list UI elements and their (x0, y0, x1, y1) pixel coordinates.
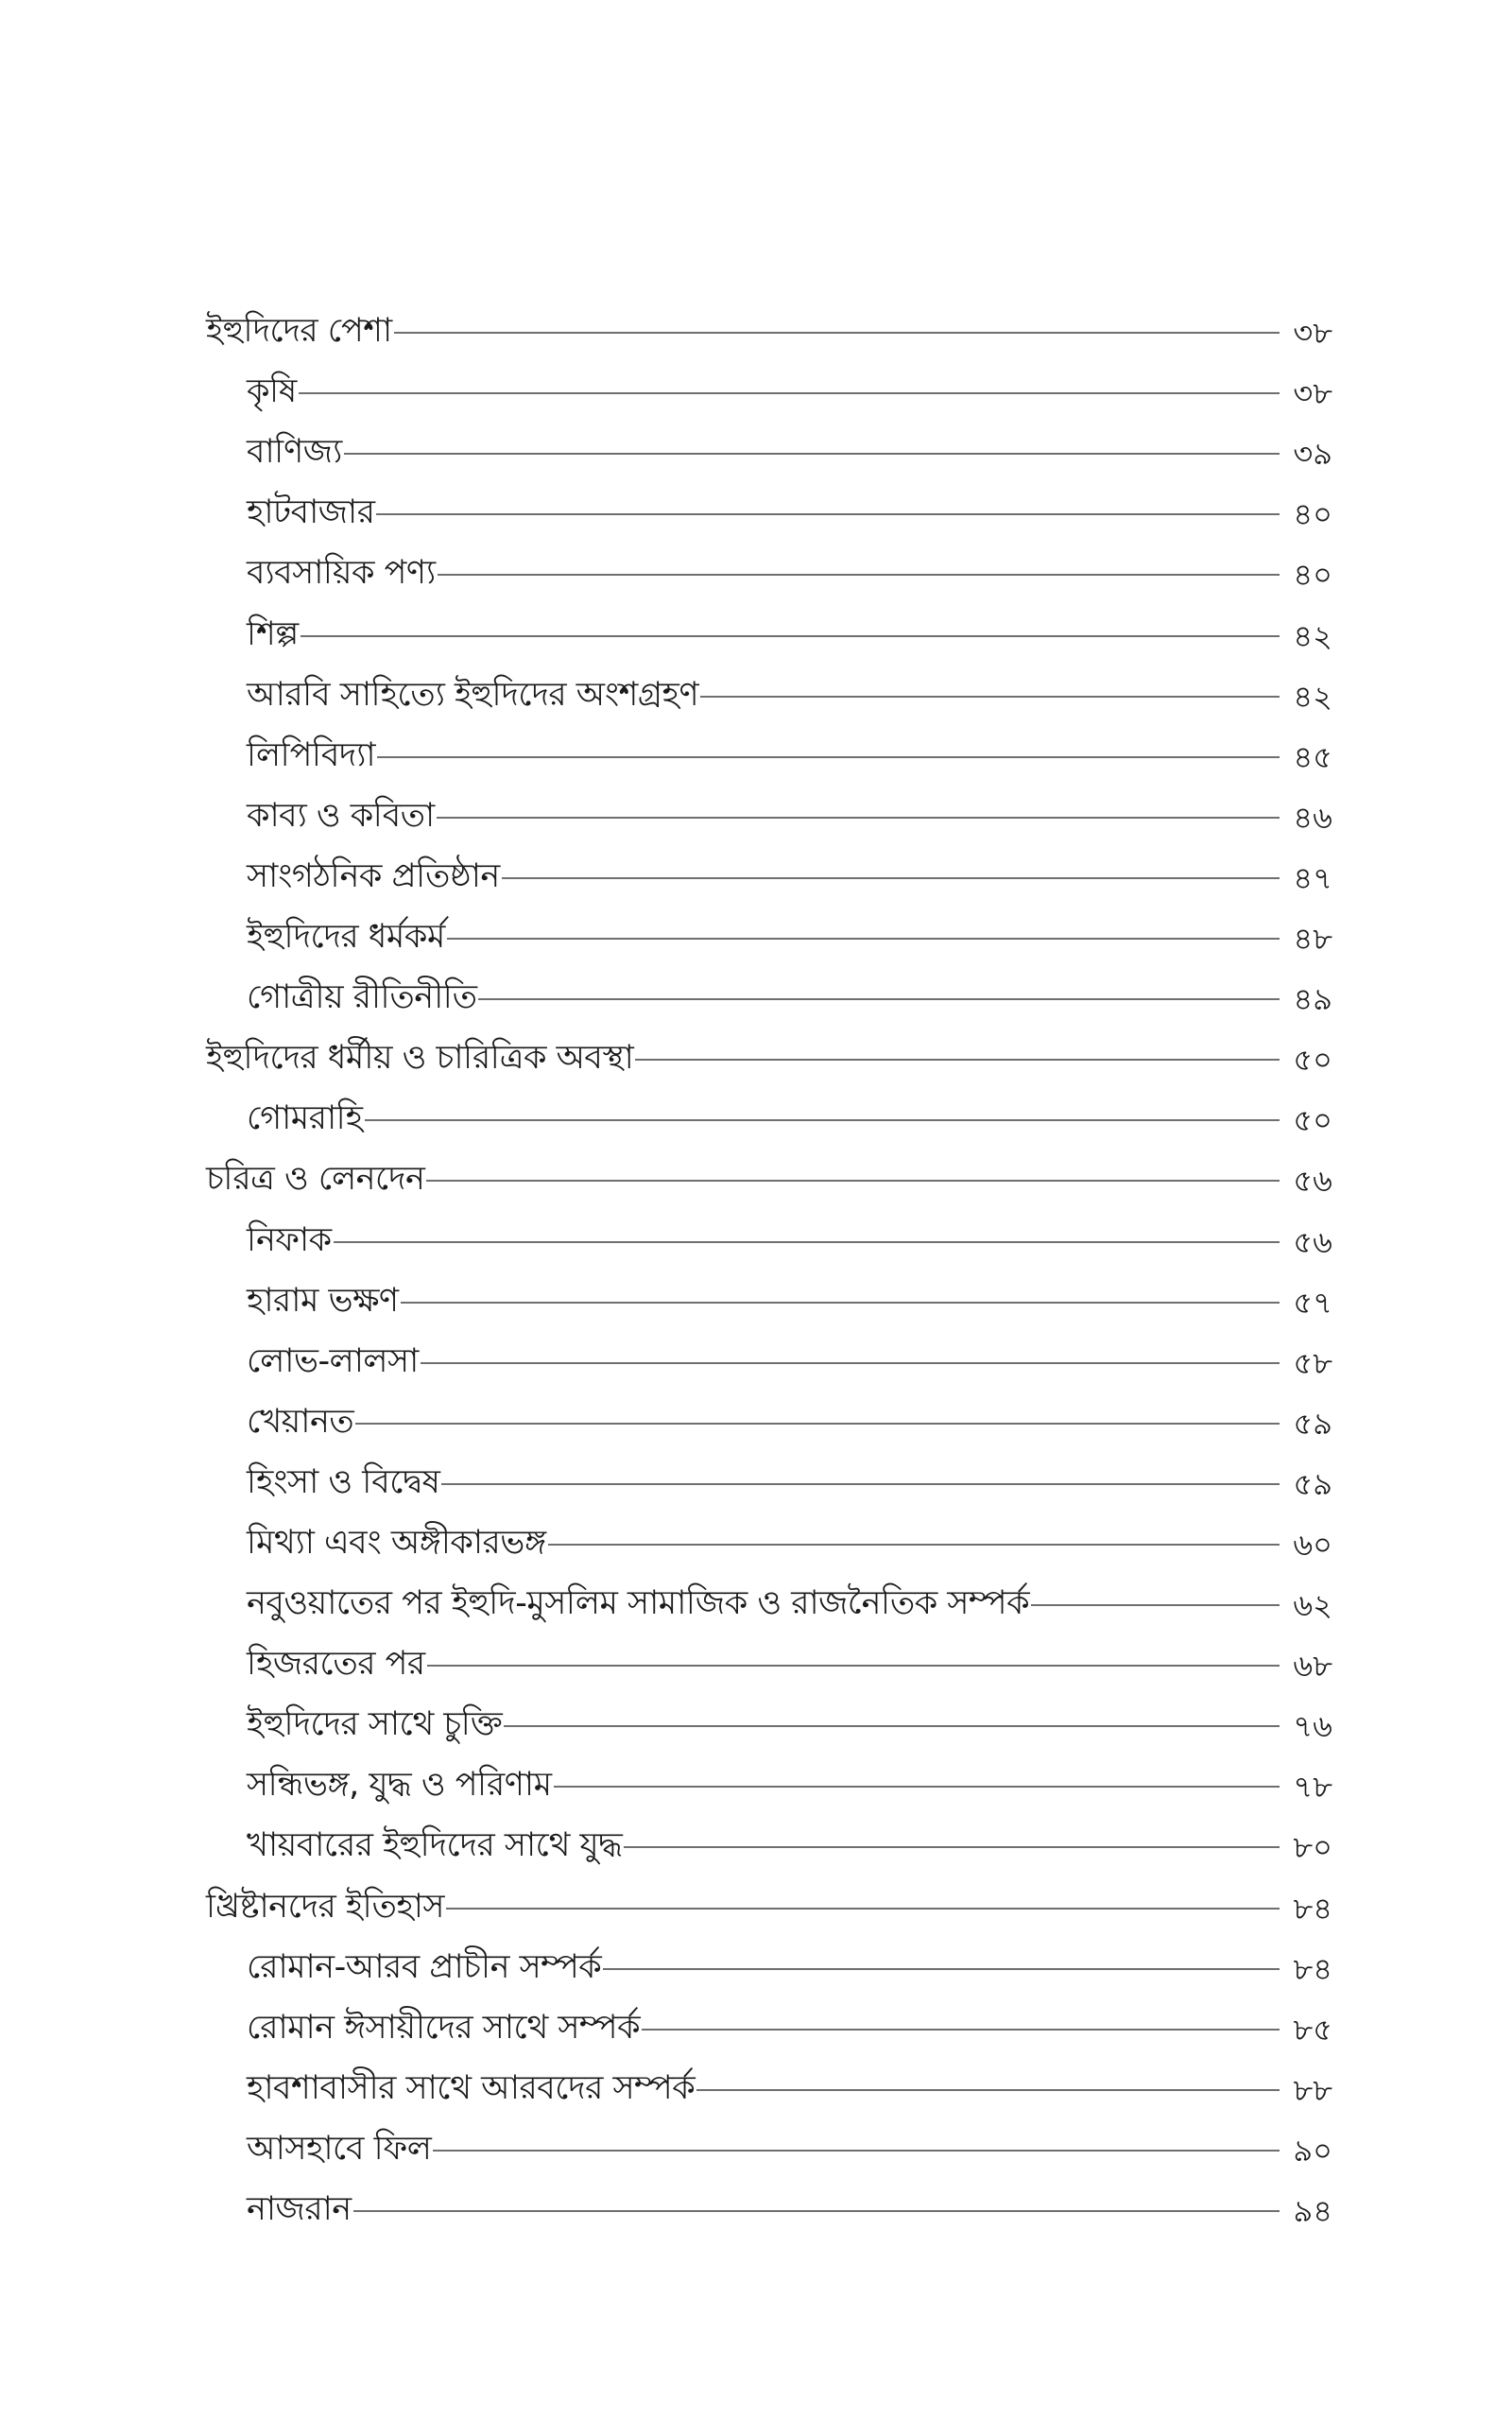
toc-entry-title: কাব্য ও কবিতা (247, 796, 435, 835)
toc-entry (206, 299, 1332, 359)
toc-entry-title: গোমরাহি (247, 1099, 363, 1138)
toc-entry (206, 723, 1332, 784)
toc-entry-title: সাংগঠনিক প্রতিষ্ঠান (247, 856, 500, 895)
toc-entry-title: কৃষি (247, 372, 297, 411)
toc-leader-line (421, 1362, 1280, 1364)
toc-leader-line (700, 696, 1280, 698)
toc-entry-title: শিল্প (247, 614, 299, 653)
toc-entry-page: ৮৪ (1293, 1890, 1332, 1927)
toc-leader-line (624, 1846, 1280, 1848)
toc-leader-line (365, 1119, 1280, 1121)
toc-entry (206, 2056, 1332, 2117)
toc-leader-line (441, 1483, 1280, 1485)
toc-entry (206, 1813, 1332, 1874)
toc-entry-title: ইহুদিদের পেশা (206, 312, 392, 351)
toc-entry (206, 1026, 1332, 1086)
toc-entry (206, 1692, 1332, 1753)
toc-entry-title: হাটবাজার (247, 493, 375, 532)
toc-entry-page: ৬০ (1293, 1526, 1332, 1563)
table-of-contents (206, 299, 1332, 2238)
toc-entry (206, 1996, 1332, 2056)
toc-leader-line (603, 1968, 1280, 1970)
toc-entry-title: বাণিজ্য (247, 433, 342, 472)
toc-leader-line (353, 2210, 1280, 2212)
toc-leader-line (447, 938, 1280, 940)
toc-entry (206, 480, 1332, 541)
toc-entry (206, 601, 1332, 662)
toc-entry (206, 1390, 1332, 1450)
toc-leader-line (376, 513, 1280, 515)
toc-leader-line (427, 1665, 1280, 1667)
toc-entry-page: ৫৬ (1293, 1163, 1332, 1200)
toc-leader-line (554, 1786, 1280, 1788)
toc-leader-line (355, 1423, 1280, 1425)
toc-entry-page: ৩৯ (1293, 436, 1332, 473)
toc-entry-page: ৫০ (1293, 1042, 1332, 1079)
toc-entry-page: ৫৯ (1293, 1405, 1332, 1442)
toc-leader-line (377, 756, 1280, 758)
toc-entry-title: ইহুদিদের সাথে চুক্তি (247, 1705, 503, 1744)
toc-entry-page: ৬২ (1293, 1587, 1332, 1624)
toc-entry-page: ৫৯ (1293, 1465, 1332, 1502)
toc-entry-page: ৫৮ (1293, 1344, 1332, 1381)
toc-entry-title: আরবি সাহিত্যে ইহুদিদের অংশগ্রহণ (247, 675, 699, 714)
toc-entry-page: ৪৫ (1293, 738, 1332, 775)
toc-entry (206, 2177, 1332, 2238)
toc-entry-title: রোমান ঈসায়ীদের সাথে সম্পর্ক (247, 2008, 641, 2047)
toc-entry-page: ৬৮ (1293, 1648, 1332, 1685)
toc-entry (206, 1329, 1332, 1390)
toc-entry-title: নাজরান (247, 2190, 352, 2228)
toc-leader-line (301, 635, 1280, 637)
toc-entry-page: ৯৪ (1293, 2193, 1332, 2229)
toc-leader-line (426, 1180, 1280, 1182)
toc-entry-title: রোমান-আরব প্রাচীন সম্পর্ক (247, 1947, 602, 1986)
toc-entry-page: ৫৬ (1293, 1223, 1332, 1260)
toc-leader-line (548, 1544, 1280, 1546)
toc-entry (206, 2117, 1332, 2177)
toc-entry (206, 1571, 1332, 1632)
toc-entry-title: চরিত্র ও লেনদেন (206, 1160, 425, 1199)
toc-entry-page: ৫০ (1293, 1102, 1332, 1139)
toc-entry-title: ইহুদিদের ধর্মীয় ও চারিত্রিক অবস্থা (206, 1039, 634, 1078)
toc-entry-title: হিংসা ও বিদ্বেষ (247, 1462, 440, 1501)
toc-entry-page: ৪০ (1293, 557, 1332, 594)
toc-entry-title: সন্ধিভঙ্গ, যুদ্ধ ও পরিণাম (247, 1766, 552, 1805)
toc-entry (206, 359, 1332, 420)
toc-entry-page: ৪৭ (1293, 859, 1332, 896)
toc-entry-title: লোভ-লালসা (247, 1341, 419, 1380)
toc-leader-line (334, 1241, 1280, 1243)
toc-entry-page: ৮৫ (1293, 2011, 1332, 2048)
toc-entry (206, 1450, 1332, 1511)
toc-entry (206, 663, 1332, 723)
toc-entry-title: মিথ্যা এবং অঙ্গীকারভঙ্গ (247, 1523, 546, 1562)
toc-leader-line (696, 2089, 1280, 2091)
toc-entry-title: ইহুদিদের ধর্মকর্ম (247, 918, 445, 957)
toc-entry-page: ৮০ (1293, 1829, 1332, 1866)
toc-entry-title: খায়বারের ইহুদিদের সাথে যুদ্ধ (247, 1826, 623, 1865)
toc-entry-page: ৪৯ (1293, 981, 1332, 1018)
toc-entry-title: খ্রিষ্টানদের ইতিহাস (206, 1887, 445, 1926)
toc-entry-page: ৮৪ (1293, 1950, 1332, 1987)
toc-leader-line (437, 817, 1280, 819)
toc-entry-title: হাবশাবাসীর সাথে আরবদের সম্পর্ক (247, 2068, 696, 2107)
toc-entry (206, 1874, 1332, 1934)
toc-leader-line (504, 1725, 1280, 1727)
toc-entry-page: ৪৮ (1293, 921, 1332, 958)
toc-leader-line (401, 1302, 1280, 1304)
toc-entry-title: নিফাক (247, 1220, 332, 1259)
toc-entry (206, 965, 1332, 1026)
toc-entry (206, 1086, 1332, 1147)
toc-leader-line (433, 2150, 1280, 2152)
toc-entry (206, 1632, 1332, 1692)
toc-leader-line (478, 998, 1280, 1000)
toc-leader-line (642, 2029, 1280, 2031)
toc-leader-line (1031, 1604, 1280, 1606)
toc-entry-title: ব্যবসায়িক পণ্য (247, 554, 436, 593)
toc-entry (206, 844, 1332, 905)
toc-entry (206, 1753, 1332, 1813)
toc-entry-page: ৭৮ (1293, 1769, 1332, 1806)
toc-entry-title: আসহাবে ফিল (247, 2129, 432, 2168)
toc-leader-line (299, 392, 1280, 394)
toc-entry-page: ৫৭ (1293, 1284, 1332, 1321)
toc-entry-page: ৭৬ (1293, 1708, 1332, 1745)
toc-leader-line (438, 574, 1280, 576)
toc-entry-page: ৩৮ (1293, 375, 1332, 412)
toc-entry-title: লিপিবিদ্যা (247, 735, 376, 774)
toc-entry-title: হারাম ভক্ষণ (247, 1281, 399, 1320)
toc-entry-title: খেয়ানত (247, 1402, 354, 1441)
toc-entry (206, 1147, 1332, 1207)
toc-entry (206, 541, 1332, 601)
toc-entry-page: ৪২ (1293, 617, 1332, 654)
toc-entry-page: ৮৮ (1293, 2071, 1332, 2108)
toc-entry (206, 1511, 1332, 1571)
toc-entry (206, 1269, 1332, 1329)
toc-entry-page: ৯০ (1293, 2132, 1332, 2169)
toc-entry (206, 420, 1332, 480)
toc-entry-page: ৩৮ (1293, 315, 1332, 352)
toc-leader-line (394, 332, 1280, 334)
toc-leader-line (446, 1908, 1280, 1910)
toc-entry-title: নবুওয়াতের পর ইহুদি-মুসলিম সামাজিক ও রাজনৈতিক সম্পর্ক (247, 1584, 1030, 1623)
toc-entry-title: গোত্রীয় রীতিনীতি (247, 978, 477, 1017)
toc-entry (206, 784, 1332, 844)
toc-entry-page: ৪০ (1293, 496, 1332, 533)
toc-entry-title: হিজরতের পর (247, 1645, 425, 1684)
toc-entry-page: ৪৬ (1293, 799, 1332, 836)
toc-leader-line (344, 453, 1280, 455)
toc-entry (206, 905, 1332, 965)
toc-entry (206, 1207, 1332, 1268)
toc-leader-line (502, 877, 1280, 879)
toc-entry (206, 1935, 1332, 1996)
toc-entry-page: ৪২ (1293, 678, 1332, 715)
toc-leader-line (635, 1059, 1280, 1061)
